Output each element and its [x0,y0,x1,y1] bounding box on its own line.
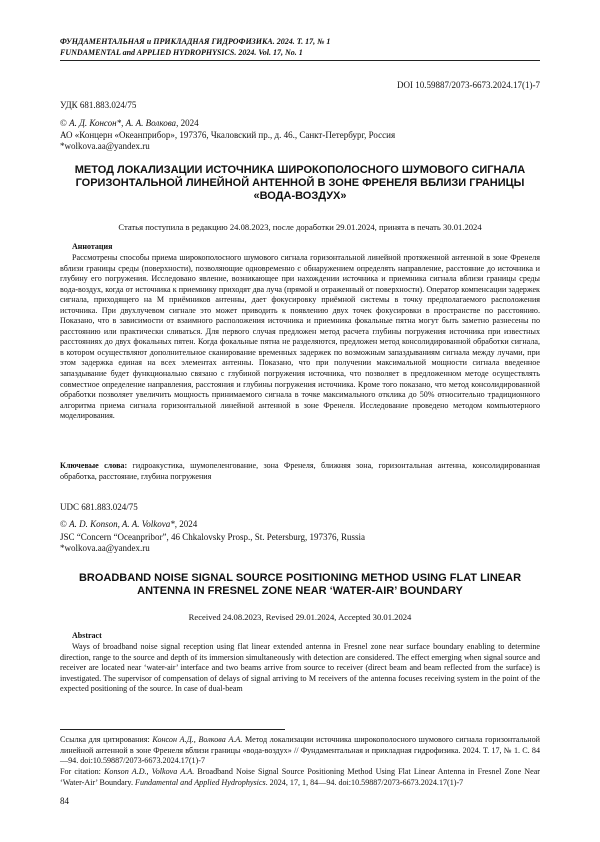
year-en: , 2024 [174,519,198,529]
article-title-en: BROADBAND NOISE SIGNAL SOURCE POSITIONING METHOD USING FLAT LINEAR ANTENNA IN FRESNEL ZONE NEAR ‘WATER-AIR’ BOUNDARY [78,572,522,597]
keywords-ru [60,461,540,482]
affiliation-text-en: JSC “Concern “Oceanpribor”, 46 Chkalovsky Prosp., St. Petersburg, 197376, Russia [60,532,366,542]
citation-text1-en: Broadband Noise Signal Source Positioning Method Using Flat Linear Antenna in Fresnel Zone Near ‘Water-Air’ Boundary. [60,767,540,787]
abstract-heading-ru: Аннотация [72,242,113,251]
header-rule [60,60,540,61]
affiliation-text-ru: АО «Концерн «Океанприбор», 197376, Чкаловский пр., д. 46., Санкт-Петербург, Россия [60,130,396,140]
running-header [60,37,330,58]
citation-prefix-ru: Ссылка для цитирования: [60,735,153,744]
journal-title-en: FUNDAMENTAL and APPLIED HYDROPHYSICS. 2024. Vol. 17, No. 1 [60,47,303,57]
page-number: 84 [60,796,69,806]
authors-ru [60,118,199,128]
author-names-en: A. D. Konson, A. A. Volkova* [69,519,175,529]
udc-en: UDC 681.883.024/75 [60,502,138,512]
article-title-ru: МЕТОД ЛОКАЛИЗАЦИИ ИСТОЧНИКА ШИРОКОПОЛОСНОГО ШУМОВОГО СИГНАЛА ГОРИЗОНТАЛЬНОЙ ЛИНЕЙНОЙ АНТЕННОЙ В ЗОНЕ ФРЕНЕЛЯ ВБЛИЗИ ГРАНИЦЫ «ВОДА-ВОЗДУХ» [74,164,526,202]
citation-authors-ru: Консон А.Д., Волкова А.А. [152,735,243,744]
citation-journal-en: Fundamental and Applied Hydrophysics [135,777,266,787]
year-ru: , 2024 [176,118,199,128]
keywords-text-ru: гидроакустика, шумопеленгование, зона Френеля, ближняя зона, горизонтальная антенна, консолидированная обработка, расстояние, глубина погружения [60,461,540,481]
abstract-en: Ways of broadband noise signal reception using flat linear extended antenna in Fresnel zone near surface boundary enabling to determine direction, range to the source and depth of its immersion simultaneously with detection are considered. The effect emerging when signal source and receiver are located near ‘water-air’ interface and two beams arrive from source to receiver (direct beam and beam reflected from the surface) is investigated. The supervisor of compensation of delays of signal arriving to M receivers of the antenna focuses receiving system in the point of the expected positioning of the source. In case of dual-beam [60,642,540,694]
doi[interactable]: DOI 10.59887/2073-6673.2024.17(1)-7 [397,80,540,90]
abstract-heading-en: Abstract [72,631,102,640]
citation-text-ru: Метод локализации источника широкополосного шумового сигнала горизонтальной линейной антенной в зоне Френеля вблизи границы «вода-воздух» // Фундаментальная и прикладная гидрофизика. 2024. Т. 17, № 1. С. 84—94. doi:10.59887/2073-6673.2024.17(1)-7 [60,735,540,766]
affiliation-en [60,532,365,554]
citation-prefix-en: For citation: [60,767,105,776]
citation-en [60,767,540,788]
abstract-ru: Рассмотрены способы приема широкополосного шумового сигнала горизонтальной линейной протяженной антенной в зоне Френеля вблизи границы среды (поверхности), позволяющие одновременно с обнаружением определять направление, расстояние до источника и глубину его погружения. Исследовано явление, возникающее при нахождении источника и приемника сигнала вблизи границы среды вода-воздух, когда от источника к приемнику приходят два луча (прямой и отраженный от поверхности). Оператор компенсации задержек сигнала, приходящего на M приёмников антенны, дает фокусировку приёмной системы в точку предполагаемого расположения источника. При двухлучевом сигнале это может приводить к появлению двух точек фокусировки в пространстве по расстоянию. Показано, что в зависимости от взаимного расположения источника и приемника фокальные пятна могут быть заметно разнесены по расстоянию или практически сливаться. Для первого случая предложен метод расчета глубины погружения источника при известных расстояниях до двух фокальных пятен. Когда фокальные пятна не разделяются, предложен метод консолидированной обработки сигнала, в котором осуществляют дополнительное сканирование временных задержек по возможным запаздываниям сигнала между лучами, при этом задержка единая на всех элементах антенны. Показано, что при получении максимальной мощности сигнала введенное запаздывание будет функционально связано с глубиной погружения источника, что позволяет в предложенном методе осуществлять совместное определение направления, расстояния и глубины погружения источника. Кроме того показано, что метод консолидированной обработки позволяет увеличить мощность принимаемого сигнала в точке максимального отклика до 50% относительно традиционного алгоритма приема сигнала горизонтальной линейной антенной в зоне Френеля. Исследование проведено методом компьютерного моделирования. [60,253,540,421]
received-dates-en: Received 24.08.2023, Revised 29.01.2024, Accepted 30.01.2024 [188,612,412,622]
footnote-rule [60,729,285,730]
journal-title-ru: ФУНДАМЕНТАЛЬНАЯ и ПРИКЛАДНАЯ ГИДРОФИЗИКА. 2024. Т. 17, № 1 [60,37,331,46]
udc-ru: УДК 681.883.024/75 [60,100,137,110]
email-ru[interactable]: *wolkova.aa@yandex.ru [60,141,150,152]
copyright-en: © [60,519,70,529]
citation-text2-en: . 2024, 17, 1, 84—94. doi:10.59887/2073-6673.2024.17(1)-7 [265,777,464,787]
citation-authors-en: Konson A.D., Volkova A.A. [104,767,195,776]
citation-ru [60,735,540,767]
authors-en [60,519,197,529]
received-dates-ru: Статья поступила в редакцию 24.08.2023, после доработки 29.01.2024, принята в печать 30.01.2024 [118,222,482,232]
copyright-ru: © [60,118,70,128]
email-en[interactable]: *wolkova.aa@yandex.ru [60,543,150,554]
affiliation-ru [60,130,395,152]
author-names-ru: А. Д. Консон*, А. А. Волкова [69,118,177,128]
keywords-label-ru: Ключевые слова: [60,461,128,470]
